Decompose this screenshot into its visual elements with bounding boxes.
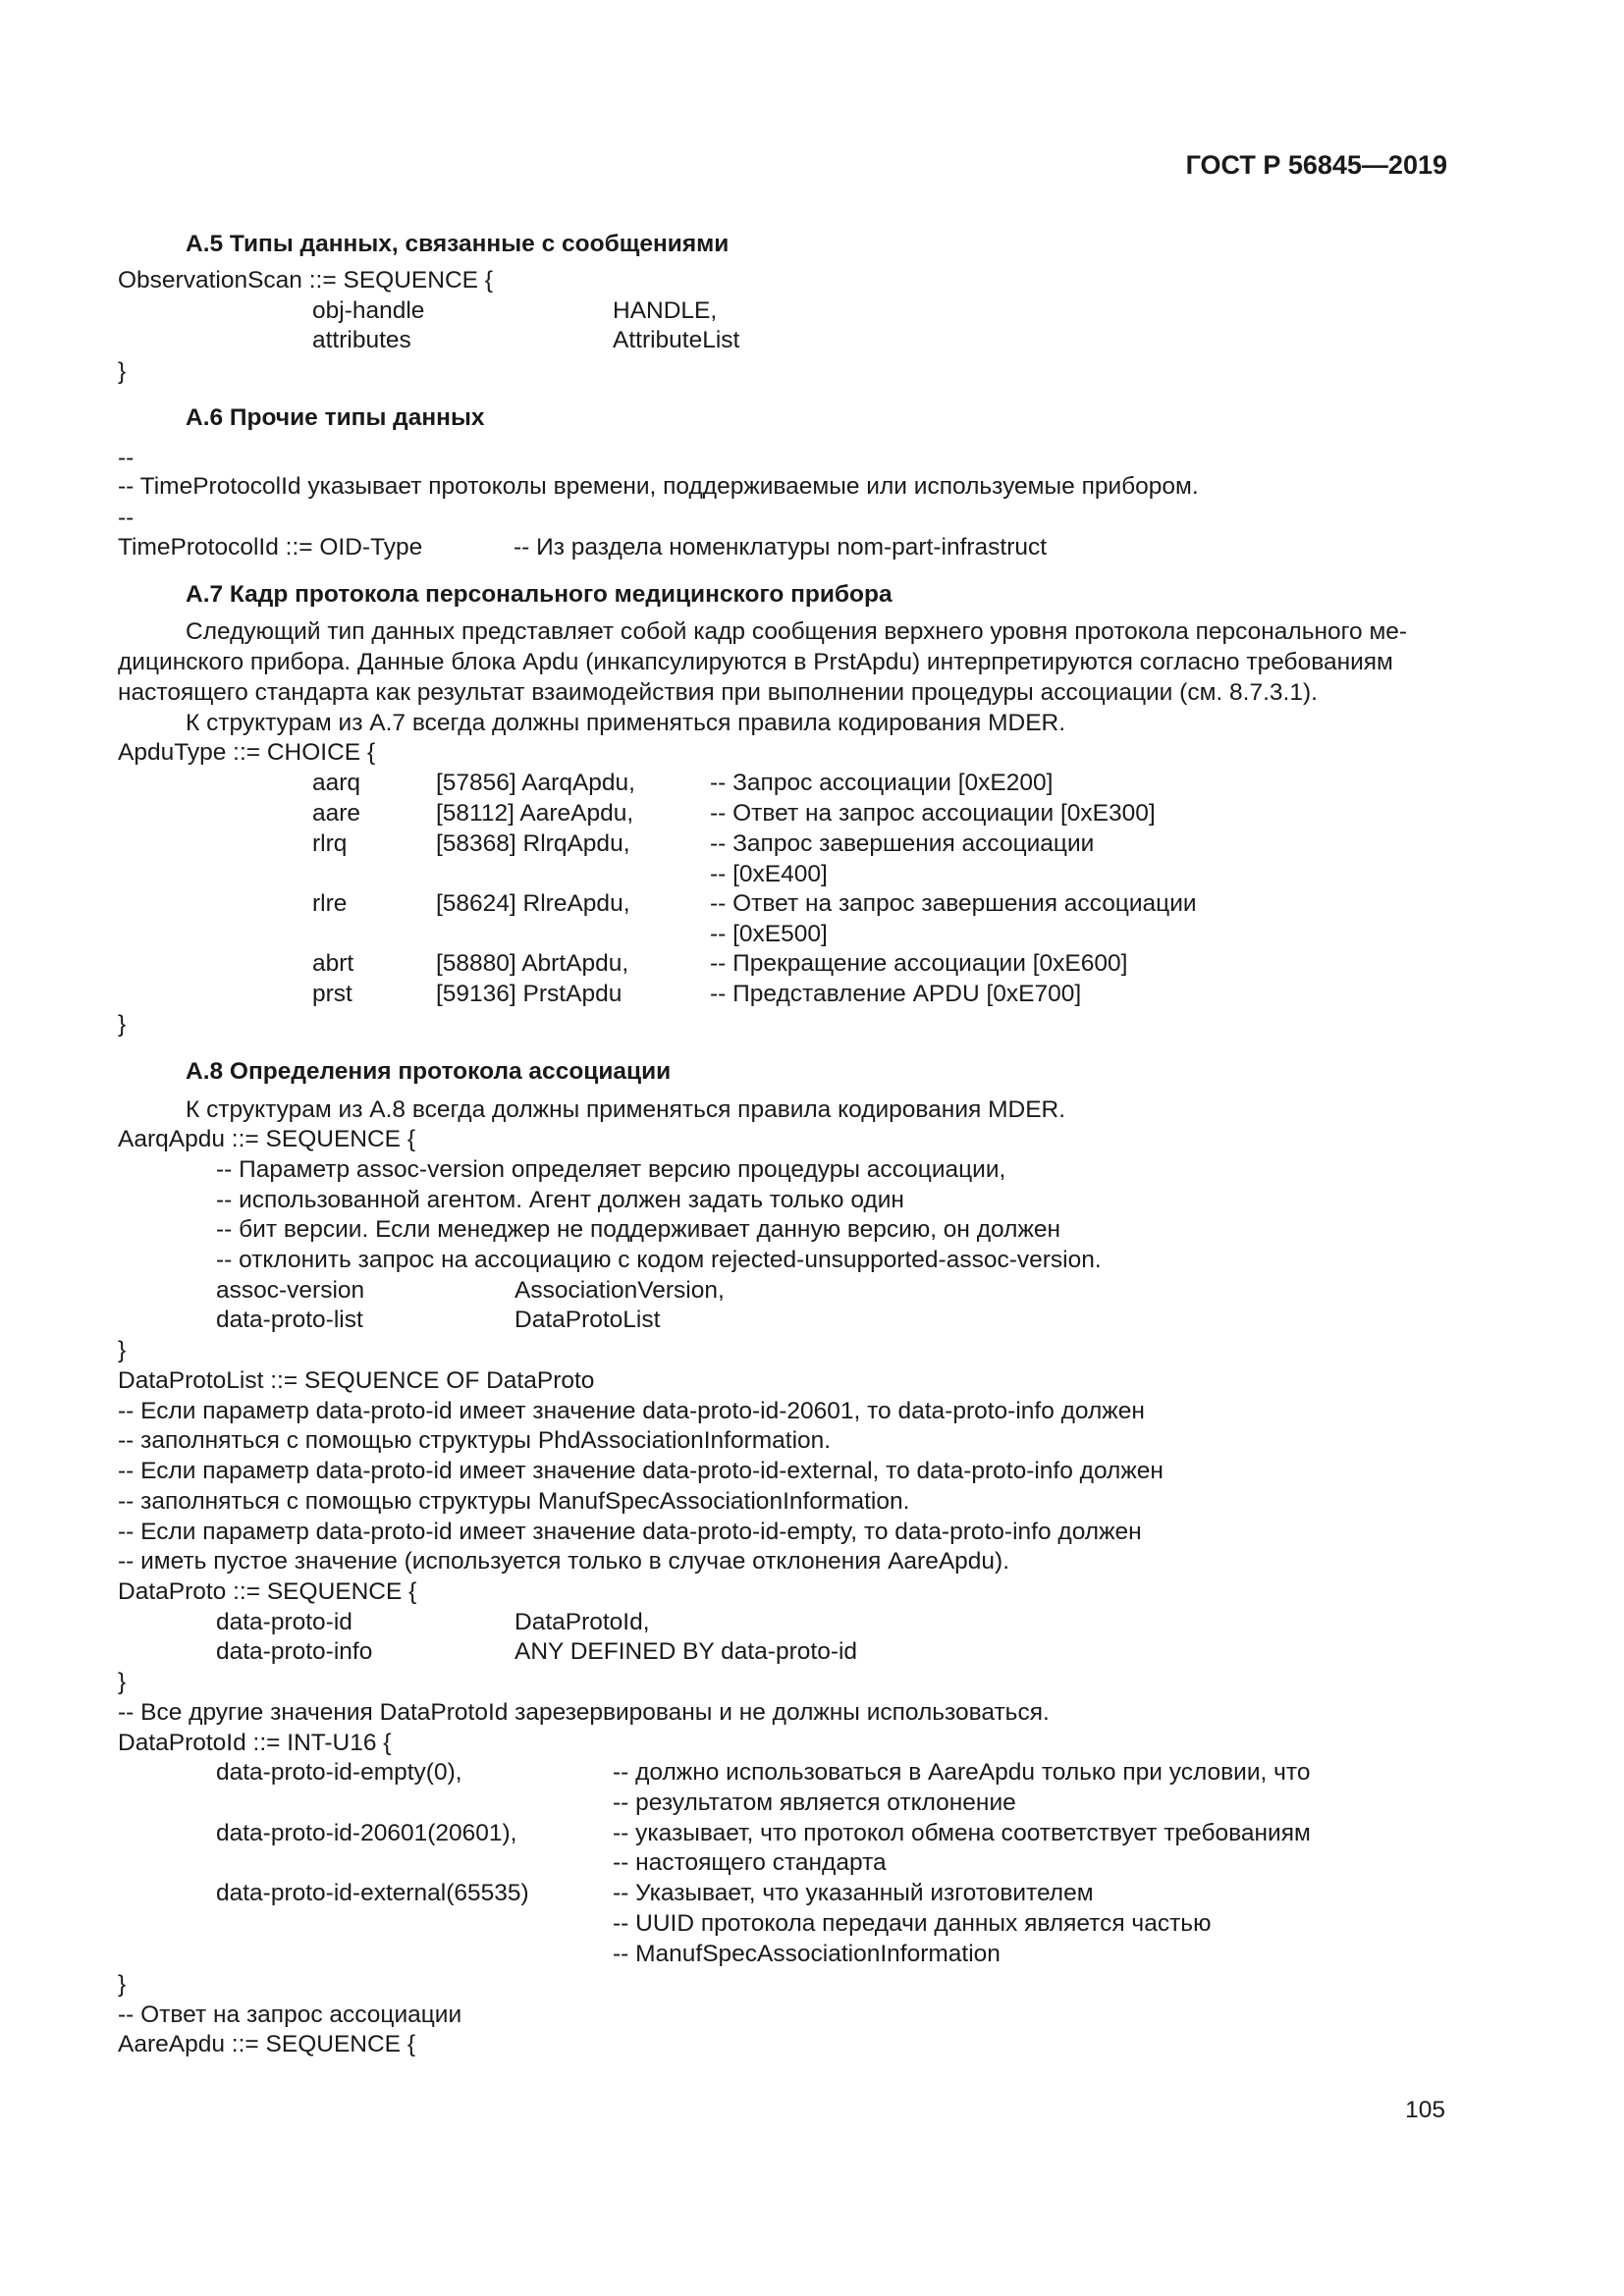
document-header: ГОСТ Р 56845—2019 — [1185, 150, 1447, 180]
code-brace: } — [118, 1669, 127, 1695]
choice-name: prst — [312, 981, 352, 1007]
code-comment: -- — [118, 505, 135, 531]
code-comment: -- использованной агентом. Агент должен задать только один — [216, 1187, 904, 1213]
code-comment: -- иметь пустое значение (используется только в случае отклонения AareApdu). — [118, 1548, 1010, 1575]
heading-a7: А.7 Кадр протокола персонального медицинского прибора — [186, 581, 893, 608]
enum-comment: -- Указывает, что указанный изготовителем — [613, 1880, 1094, 1906]
choice-comment: -- Ответ на запрос завершения ассоциации — [710, 890, 1197, 917]
choice-name: abrt — [312, 950, 354, 977]
code-brace: } — [118, 1971, 127, 1998]
choice-comment: -- Запрос ассоциации [0xE200] — [710, 770, 1054, 796]
field-name: data-proto-list — [216, 1307, 363, 1333]
choice-type: [59136] PrstApdu — [436, 981, 623, 1007]
choice-comment: -- [0xE500] — [710, 921, 828, 947]
choice-type: [58880] AbrtApdu, — [436, 950, 629, 977]
field-type: HANDLE, — [613, 297, 718, 324]
paragraph-line: К структурам из А.7 всегда должны применяться правила кодирования MDER. — [186, 710, 1066, 736]
choice-comment: -- Ответ на запрос ассоциации [0xE300] — [710, 800, 1156, 827]
choice-name: aarq — [312, 770, 361, 796]
choice-name: aare — [312, 800, 361, 827]
enum-comment: -- указывает, что протокол обмена соответствует требованиям — [613, 1820, 1311, 1846]
code-line: TimeProtocolId ::= OID-Type — [118, 534, 423, 561]
code-line: DataProto ::= SEQUENCE { — [118, 1578, 417, 1605]
enum-name: data-proto-id-external(65535) — [216, 1880, 529, 1906]
field-name: attributes — [312, 327, 411, 353]
field-name: obj-handle — [312, 297, 425, 324]
choice-comment: -- [0xE400] — [710, 861, 828, 887]
code-comment: -- Если параметр data-proto-id имеет значение data-proto-id-20601, то data-proto-info должен — [118, 1398, 1145, 1424]
paragraph-line: дицинского прибора. Данные блока Apdu (инкапсулируются в PrstApdu) интерпретируются согласно требованиям — [118, 649, 1393, 675]
code-brace: } — [118, 358, 127, 385]
paragraph-line: настоящего стандарта как результат взаимодействия при выполнении процедуры ассоциации (см. 8.7.3.1). — [118, 679, 1318, 706]
code-comment: -- отклонить запрос на ассоциацию с кодом rejected-unsupported-assoc-version. — [216, 1247, 1102, 1273]
code-comment: -- заполняться с помощью структуры PhdAssociationInformation. — [118, 1427, 832, 1454]
code-comment: -- Из раздела номенклатуры nom-part-infrastruct — [514, 534, 1048, 561]
code-comment: -- TimeProtocolId указывает протоколы времени, поддерживаемые или используемые прибором. — [118, 473, 1199, 500]
choice-name: rlre — [312, 890, 348, 917]
field-type: DataProtoId, — [514, 1609, 650, 1635]
field-type: AssociationVersion, — [514, 1277, 725, 1304]
code-line: AareApdu ::= SEQUENCE { — [118, 2031, 415, 2057]
code-line: ObservationScan ::= SEQUENCE { — [118, 267, 493, 294]
code-comment: -- Все другие значения DataProtoId зарезервированы и не должны использоваться. — [118, 1699, 1050, 1726]
field-name: data-proto-info — [216, 1638, 373, 1665]
code-comment: -- Параметр assoc-version определяет версию процедуры ассоциации, — [216, 1156, 1006, 1183]
choice-comment: -- Прекращение ассоциации [0xE600] — [710, 950, 1128, 977]
code-brace: } — [118, 1337, 127, 1363]
code-comment: -- заполняться с помощью структуры ManufSpecAssociationInformation. — [118, 1488, 910, 1515]
code-line: DataProtoId ::= INT-U16 { — [118, 1730, 392, 1756]
enum-comment: -- результатом является отклонение — [613, 1789, 1016, 1816]
enum-comment: -- настоящего стандарта — [613, 1849, 887, 1876]
enum-name: data-proto-id-empty(0), — [216, 1759, 462, 1786]
heading-a6: А.6 Прочие типы данных — [186, 404, 485, 431]
paragraph-line: К структурам из А.8 всегда должны применяться правила кодирования MDER. — [186, 1096, 1066, 1123]
choice-type: [57856] AarqApdu, — [436, 770, 635, 796]
page-number: 105 — [1405, 2097, 1445, 2123]
enum-comment: -- должно использоваться в AareApdu только при условии, что — [613, 1759, 1311, 1786]
field-type: DataProtoList — [514, 1307, 661, 1333]
code-line: AarqApdu ::= SEQUENCE { — [118, 1126, 415, 1152]
enum-comment: -- ManufSpecAssociationInformation — [613, 1941, 1001, 1967]
code-comment: -- бит версии. Если менеджер не поддерживает данную версию, он должен — [216, 1216, 1060, 1243]
code-brace: } — [118, 1011, 127, 1038]
code-comment: -- Если параметр data-proto-id имеет значение data-proto-id-external, то data-proto-info должен — [118, 1458, 1164, 1484]
choice-type: [58368] RlrqApdu, — [436, 830, 630, 857]
code-line: ApduType ::= CHOICE { — [118, 739, 376, 766]
field-type: AttributeList — [613, 327, 740, 353]
code-comment: -- Если параметр data-proto-id имеет значение data-proto-id-empty, то data-proto-info должен — [118, 1519, 1142, 1545]
choice-comment: -- Запрос завершения ассоциации — [710, 830, 1095, 857]
field-type: ANY DEFINED BY data-proto-id — [514, 1638, 858, 1665]
heading-a5: А.5 Типы данных, связанные с сообщениями — [186, 231, 730, 257]
paragraph-line: Следующий тип данных представляет собой кадр сообщения верхнего уровня протокола персонального ме- — [186, 618, 1408, 645]
code-line: DataProtoList ::= SEQUENCE OF DataProto — [118, 1367, 595, 1394]
heading-a8: А.8 Определения протокола ассоциации — [186, 1058, 672, 1085]
choice-type: [58112] AareApdu, — [436, 800, 634, 827]
field-name: data-proto-id — [216, 1609, 352, 1635]
code-comment: -- — [118, 445, 135, 471]
choice-name: rlrq — [312, 830, 348, 857]
field-name: assoc-version — [216, 1277, 365, 1304]
choice-type: [58624] RlreApdu, — [436, 890, 630, 917]
code-comment: -- Ответ на запрос ассоциации — [118, 2002, 462, 2028]
choice-comment: -- Представление APDU [0xE700] — [710, 981, 1082, 1007]
enum-comment: -- UUID протокола передачи данных является частью — [613, 1910, 1212, 1937]
enum-name: data-proto-id-20601(20601), — [216, 1820, 517, 1846]
